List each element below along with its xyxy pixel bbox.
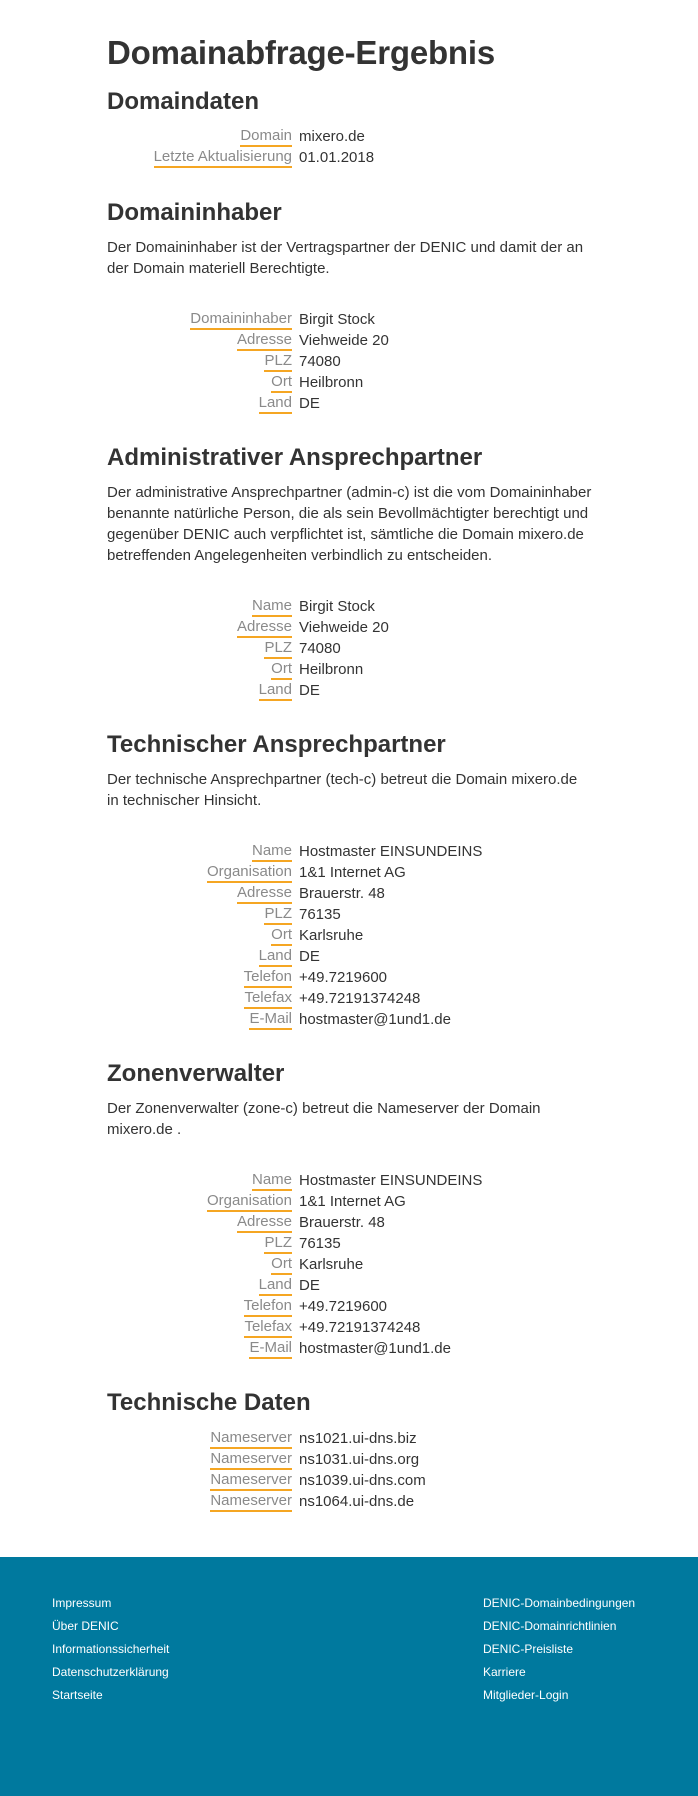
row-label: PLZ [264, 351, 292, 372]
row-value: ns1031.ui-dns.org [299, 1451, 420, 1468]
row-value: Viehweide 20 [299, 619, 389, 636]
info-row [107, 904, 597, 925]
info-row [107, 1254, 597, 1275]
info-row [107, 638, 597, 659]
section-description-zone-c: Der Zonenverwalter (zone-c) betreut die Nameserver der Domain mixero.de . [107, 1100, 541, 1138]
row-value: Viehweide 20 [299, 332, 389, 349]
row-label: Land [259, 680, 292, 701]
info-row [107, 617, 597, 638]
info-row [107, 1233, 597, 1254]
row-label: Land [259, 393, 292, 414]
row-label: Nameserver [210, 1470, 292, 1491]
row-value: +49.7219600 [299, 969, 388, 986]
row-label: Nameserver [210, 1428, 292, 1449]
footer-link-domainbedingungen[interactable]: DENIC-Domainbedingungen [483, 1596, 636, 1610]
row-label: Letzte Aktualisierung [154, 147, 292, 168]
row-label: Ort [271, 659, 292, 680]
row-label: Nameserver [210, 1491, 292, 1512]
row-value: Karlsruhe [299, 927, 364, 944]
info-row [107, 126, 597, 147]
info-row [107, 925, 597, 946]
info-row [107, 1338, 597, 1359]
section-description-domaininhaber: Der Domaininhaber ist der Vertragspartner der DENIC und damit der an der Domain materiell Berechtigte. [107, 239, 584, 277]
info-row [107, 372, 597, 393]
section-heading-admin-c: Administrativer Ansprechpartner [107, 444, 483, 471]
row-label: Ort [271, 372, 292, 393]
footer-link-informationssicherheit[interactable]: Informationssicherheit [52, 1642, 170, 1656]
row-label: Nameserver [210, 1449, 292, 1470]
row-value: 76135 [299, 906, 341, 923]
info-row [107, 351, 597, 372]
info-row [107, 596, 597, 617]
row-label: Telefax [244, 988, 292, 1009]
info-row [107, 988, 597, 1009]
row-label: Organisation [207, 1191, 292, 1212]
footer-link-preisliste[interactable]: DENIC-Preisliste [483, 1642, 574, 1656]
info-row [107, 680, 597, 701]
row-label: Name [252, 596, 292, 617]
info-row [107, 862, 597, 883]
row-value: ns1021.ui-dns.biz [299, 1430, 417, 1447]
row-value: 01.01.2018 [299, 149, 375, 166]
row-value: hostmaster@1und1.de [299, 1011, 451, 1028]
row-label: Adresse [237, 1212, 292, 1233]
row-value: ns1064.ui-dns.de [299, 1493, 415, 1510]
info-row [107, 393, 597, 414]
row-value: +49.72191374248 [299, 990, 421, 1007]
info-row [107, 1212, 597, 1233]
footer-link-domainrichtlinien[interactable]: DENIC-Domainrichtlinien [483, 1619, 617, 1633]
admin-c-rows [107, 596, 597, 701]
row-value: +49.72191374248 [299, 1319, 421, 1336]
section-description-admin-c: Der administrative Ansprechpartner (admin-c) ist die vom Domaininhaber benannte natürliche Person, die als sein Bevollmächtigter berechtigt und gegenüber DENIC auch verpflichtet ist, sämtliche die Domain mixero.de betreffenden Angelegenheiten verbindlich zu entscheiden. [107, 484, 592, 564]
row-label: Ort [271, 1254, 292, 1275]
row-label: PLZ [264, 1233, 292, 1254]
row-value: 74080 [299, 353, 341, 370]
info-row [107, 1296, 597, 1317]
section-heading-domaininhaber: Domaininhaber [107, 199, 282, 226]
row-value: Brauerstr. 48 [299, 1214, 385, 1231]
section-heading-zone-c: Zonenverwalter [107, 1060, 285, 1087]
info-row [107, 1009, 597, 1030]
row-label: Land [259, 1275, 292, 1296]
row-label: Telefon [244, 967, 292, 988]
footer-link-ueber-denic[interactable]: Über DENIC [52, 1619, 119, 1633]
section-heading-technische-daten: Technische Daten [107, 1389, 311, 1416]
info-row [107, 1470, 597, 1491]
row-value: DE [299, 1277, 320, 1294]
row-value: Heilbronn [299, 661, 364, 678]
info-row [107, 1449, 597, 1470]
info-row [107, 330, 597, 351]
info-row [107, 967, 597, 988]
info-row [107, 946, 597, 967]
row-value: 1&1 Internet AG [299, 864, 406, 881]
row-value: mixero.de [299, 128, 365, 145]
row-value: DE [299, 948, 320, 965]
row-label: Domain [240, 126, 292, 147]
info-row [107, 1275, 597, 1296]
footer-right-links [483, 1592, 635, 1707]
info-row [107, 1317, 597, 1338]
row-value: 74080 [299, 640, 341, 657]
section-heading-domaindaten: Domaindaten [107, 88, 260, 115]
row-label: PLZ [264, 638, 292, 659]
row-label: Organisation [207, 862, 292, 883]
footer-link-datenschutz[interactable]: Datenschutzerklärung [52, 1665, 169, 1679]
row-value: ns1039.ui-dns.com [299, 1472, 426, 1489]
row-label: PLZ [264, 904, 292, 925]
row-value: 1&1 Internet AG [299, 1193, 406, 1210]
zone-c-rows [107, 1170, 597, 1359]
site-footer [0, 1557, 698, 1796]
domaininhaber-rows [107, 309, 597, 414]
section-heading-tech-c: Technischer Ansprechpartner [107, 731, 446, 758]
row-label: Name [252, 841, 292, 862]
row-value: Hostmaster EINSUNDEINS [299, 843, 483, 860]
footer-link-impressum[interactable]: Impressum [52, 1596, 112, 1610]
row-value: DE [299, 682, 320, 699]
row-label: Ort [271, 925, 292, 946]
page-title: Domainabfrage-Ergebnis [107, 34, 496, 71]
row-label: Adresse [237, 883, 292, 904]
row-label: E-Mail [249, 1338, 292, 1359]
row-label: Adresse [237, 330, 292, 351]
row-label: E-Mail [249, 1009, 292, 1030]
tech-c-rows [107, 841, 597, 1030]
info-row [107, 309, 597, 330]
section-description-tech-c: Der technische Ansprechpartner (tech-c) betreut die Domain mixero.de in technischer Hinsicht. [107, 771, 578, 809]
footer-link-karriere[interactable]: Karriere [483, 1665, 526, 1679]
row-label: Telefon [244, 1296, 292, 1317]
row-value: Birgit Stock [299, 598, 375, 615]
info-row [107, 1170, 597, 1191]
footer-link-startseite[interactable]: Startseite [52, 1688, 103, 1702]
row-label: Telefax [244, 1317, 292, 1338]
info-row [107, 1191, 597, 1212]
row-label: Land [259, 946, 292, 967]
row-value: Brauerstr. 48 [299, 885, 385, 902]
row-value: Birgit Stock [299, 311, 375, 328]
row-value: Heilbronn [299, 374, 364, 391]
info-row [107, 841, 597, 862]
footer-left-links [52, 1592, 169, 1707]
row-label: Adresse [237, 617, 292, 638]
info-row [107, 659, 597, 680]
technische-daten-rows [107, 1428, 597, 1512]
row-label: Domaininhaber [190, 309, 292, 330]
row-label: Name [252, 1170, 292, 1191]
row-value: DE [299, 395, 320, 412]
row-value: 76135 [299, 1235, 341, 1252]
row-value: +49.7219600 [299, 1298, 388, 1315]
info-row [107, 147, 597, 168]
info-row [107, 1491, 597, 1512]
domaindaten-rows [107, 126, 597, 168]
row-value: Hostmaster EINSUNDEINS [299, 1172, 483, 1189]
row-value: Karlsruhe [299, 1256, 364, 1273]
info-row [107, 1428, 597, 1449]
footer-link-mitglieder-login[interactable]: Mitglieder-Login [483, 1688, 569, 1702]
info-row [107, 883, 597, 904]
row-value: hostmaster@1und1.de [299, 1340, 451, 1357]
